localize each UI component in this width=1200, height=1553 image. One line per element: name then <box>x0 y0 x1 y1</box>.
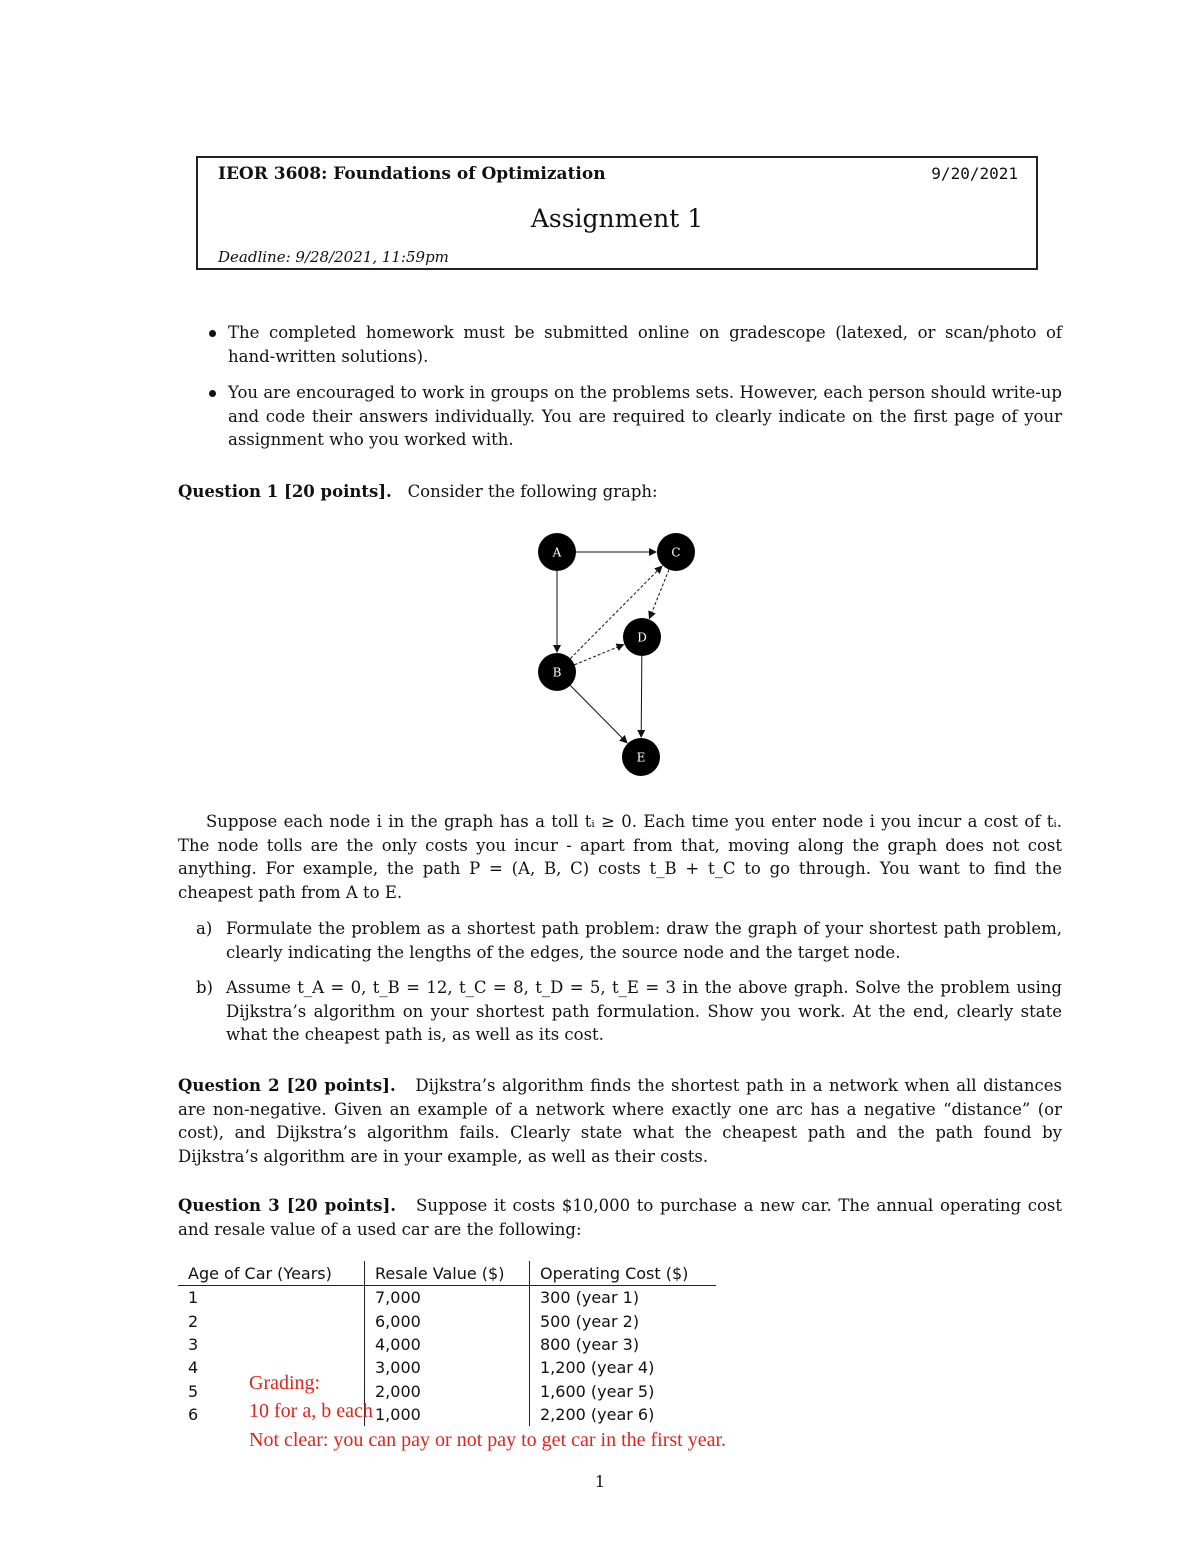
table-row <box>178 1333 716 1356</box>
question-2-text: Dijkstra’s algorithm finds the shortest path in a network when all distances are non-negative. Given an example of a network where exactly one arc has a negative “distance” (or cost), and Dijkstra’s algorithm fails. Clearly state what the cheapest path and the path found by Dijkstra’s algorithm are in your example, as well as their costs. <box>178 1076 1062 1166</box>
table-cell: 1,200 (year 4) <box>530 1356 717 1379</box>
table-cell: 1,600 (year 5) <box>530 1380 717 1403</box>
table-cell: 5 <box>188 1381 199 1401</box>
table-cell: 4,000 <box>365 1333 530 1356</box>
annotation-points: 10 for a, b each <box>249 1400 373 1422</box>
table-cell: 6 <box>188 1405 199 1425</box>
question-1-graph <box>520 525 720 780</box>
node-label-D: D <box>637 630 647 645</box>
table-header-row <box>178 1261 716 1286</box>
bullet-icon <box>209 390 216 397</box>
annotation-grading: Grading: <box>249 1372 321 1394</box>
table-cell: 2,200 (year 6) <box>530 1403 717 1426</box>
column-header-operating: Operating Cost ($) <box>530 1261 717 1286</box>
question-3 <box>178 1194 1062 1241</box>
table-cell: 1,000 <box>365 1403 530 1426</box>
node-label-B: B <box>552 665 562 680</box>
edge-B-D <box>575 645 624 665</box>
table-cell: 6,000 <box>365 1309 530 1332</box>
table-cell: 800 (year 3) <box>530 1333 717 1356</box>
assignment-title: Assignment 1 <box>530 204 704 233</box>
part-b-text: Assume t_A = 0, t_B = 12, t_C = 8, t_D = 5, t_E = 3 in the above graph. Solve the problem using Dijkstra’s algorithm on your shortest path formulation. Show you work. At the end, clearly state what the cheapest path is, as well as its cost. <box>226 978 1062 1044</box>
table-cell: 500 (year 2) <box>530 1309 717 1332</box>
node-label-C: C <box>671 545 681 560</box>
node-label-A: A <box>552 545 562 560</box>
edge-C-D <box>649 570 669 619</box>
bullet-text: You are encouraged to work in groups on the problems sets. However, each person should write-up and code their answers individually. You are required to clearly indicate on the first page of your assignment who you worked with. <box>228 383 1062 449</box>
table-cell: 3 <box>188 1334 199 1354</box>
question-2 <box>178 1074 1062 1168</box>
table-cell: 2,000 <box>365 1380 530 1403</box>
graph-nodes <box>538 533 695 776</box>
question-1-title: Question 1 [20 points]. <box>178 482 392 501</box>
question-2-title: Question 2 [20 points]. <box>178 1076 396 1095</box>
table-cell: 300 (year 1) <box>530 1286 717 1310</box>
bullet-text: The completed homework must be submitted online on gradescope (latexed, or scan/photo of hand-written solutions). <box>228 323 1062 366</box>
part-b-label: b) <box>196 978 213 997</box>
question-1-parts <box>196 917 1062 1059</box>
node-label-E: E <box>636 750 646 765</box>
question-3-title: Question 3 [20 points]. <box>178 1196 397 1215</box>
column-header-age: Age of Car (Years) <box>178 1261 365 1286</box>
table-cell: 7,000 <box>365 1286 530 1310</box>
part-b <box>196 976 1062 1047</box>
part-a-label: a) <box>196 919 213 938</box>
table-cell: 3,000 <box>365 1356 530 1379</box>
table-row <box>178 1286 716 1310</box>
table-cell: 1 <box>188 1288 199 1308</box>
question-1-heading <box>178 480 1062 504</box>
header-date: 9/20/2021 <box>931 164 1018 183</box>
table-row <box>178 1309 716 1332</box>
table-cell: 4 <box>188 1358 199 1378</box>
question-1-body: Suppose each node i in the graph has a toll tᵢ ≥ 0. Each time you enter node i you incur a cost of tᵢ. The node tolls are the only costs you incur - apart from that, moving along the graph does not cost anything. For example, the path P = (A, B, C) costs t_B + t_C to go through. You want to find the cheapest path from A to E. <box>178 812 1062 902</box>
question-1-intro: Consider the following graph: <box>407 482 658 501</box>
column-header-resale: Resale Value ($) <box>365 1261 530 1286</box>
edge-B-E <box>570 686 627 743</box>
deadline: Deadline: 9/28/2021, 11:59pm <box>218 248 449 266</box>
annotation-note: Not clear: you can pay or not pay to get car in the first year. <box>249 1429 727 1451</box>
part-a <box>196 917 1062 964</box>
course-title: IEOR 3608: Foundations of Optimization <box>218 164 606 184</box>
header-box <box>196 156 1038 270</box>
list-item <box>204 381 1062 452</box>
question-3-text: Suppose it costs $10,000 to purchase a new car. The annual operating cost and resale value of a used car are the following: <box>178 1196 1062 1239</box>
edge-D-E <box>641 656 642 737</box>
instructions-list <box>204 321 1062 465</box>
page-number: 1 <box>594 1472 606 1491</box>
list-item <box>204 321 1062 368</box>
table-cell: 2 <box>188 1311 199 1331</box>
bullet-icon <box>209 330 216 337</box>
part-a-text: Formulate the problem as a shortest path problem: draw the graph of your shortest path problem, clearly indicating the lengths of the edges, the source node and the target node. <box>226 919 1062 962</box>
